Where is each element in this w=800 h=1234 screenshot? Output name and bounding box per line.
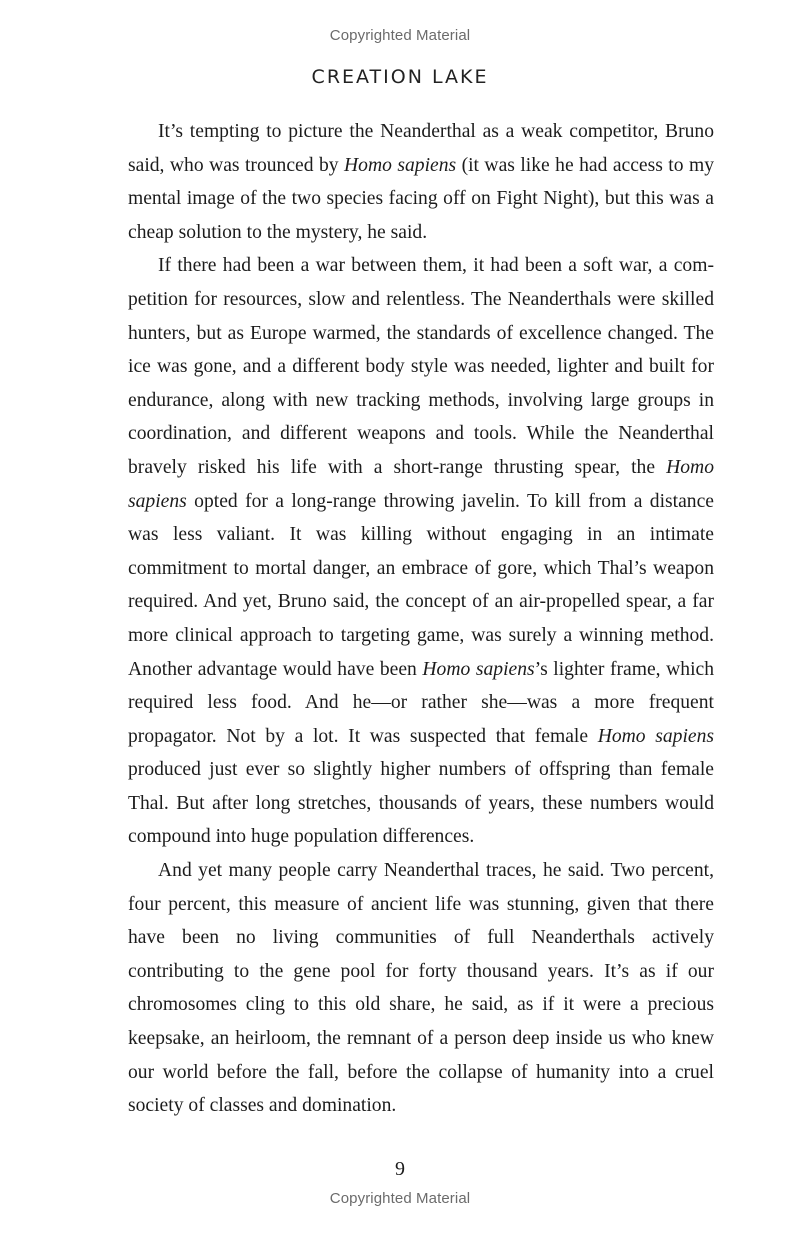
page-number: 9 bbox=[395, 1158, 405, 1180]
text-run: (it was like he had access to my mental image of the two species facing off on Fight Night), but this was a cheap solution to the mystery, he said. bbox=[128, 154, 715, 243]
text-run: It’s tempting to picture the Neanderthal as a weak competitor, Bruno said, who was trounced by bbox=[128, 121, 714, 176]
paragraph bbox=[128, 249, 714, 854]
copyright-watermark-top: Copyrighted Material bbox=[329, 27, 471, 44]
text-run: ’s lighter frame, which required less food. And he—or rather she—was a more frequent propagator. Not by a lot. It was suspected that female bbox=[128, 658, 715, 747]
italic-text: Homo sapiens bbox=[128, 456, 714, 512]
text-run: produced just ever so slightly higher numbers of offspring than female Thal. But after long stretches, thousands of years, these numbers would compound into huge population differences. bbox=[128, 759, 714, 848]
text-run: And yet many people carry Neanderthal traces, he said. Two percent, four percent, this measure of ancient life was stunning, given that there have been no living communities of full Neanderthals actively contributing to the gene pool for forty thousand years. It’s as if our chromosomes cling to this old share, he said, as if it were a precious keepsake, an heirloom, the remnant of a person deep inside us who knew our world before the fall, before the collapse of humanity into a cruel society of classes and domination. bbox=[128, 860, 714, 1117]
copyright-watermark-bottom: Copyrighted Material bbox=[329, 1190, 471, 1207]
italic-text: Homo sapiens bbox=[344, 154, 457, 176]
running-head: CREATION LAKE bbox=[311, 66, 489, 88]
paragraph bbox=[128, 115, 714, 249]
text-run: opted for a long-range throwing javelin. To kill from a distance was less valiant. It was killing without engaging in an intimate commitment to mortal danger, an embrace of gore, which Thal’s weapon required. And yet, Bruno said, the concept of an air-propelled spear, a far more clinical approach to targeting game, was surely a winning method. Another advantage would have been bbox=[128, 490, 714, 680]
italic-text: Homo sapiens bbox=[597, 725, 715, 747]
italic-text: Homo sapiens bbox=[422, 658, 535, 680]
text-run: If there had been a war between them, it had been a soft war, a competition for resources, slow and relentless. The Neanderthals were skilled hunters, but as Europe warmed, the standards of excellence changed. The ice was gone, and a different body style was needed, lighter and built for endurance, along with new tracking methods, involving large groups in coordination, and different weapons and tools. While the Neanderthal bravely risked his life with a short-range thrusting spear, the bbox=[128, 255, 714, 478]
body-text bbox=[128, 115, 714, 1123]
paragraph bbox=[128, 854, 714, 1123]
